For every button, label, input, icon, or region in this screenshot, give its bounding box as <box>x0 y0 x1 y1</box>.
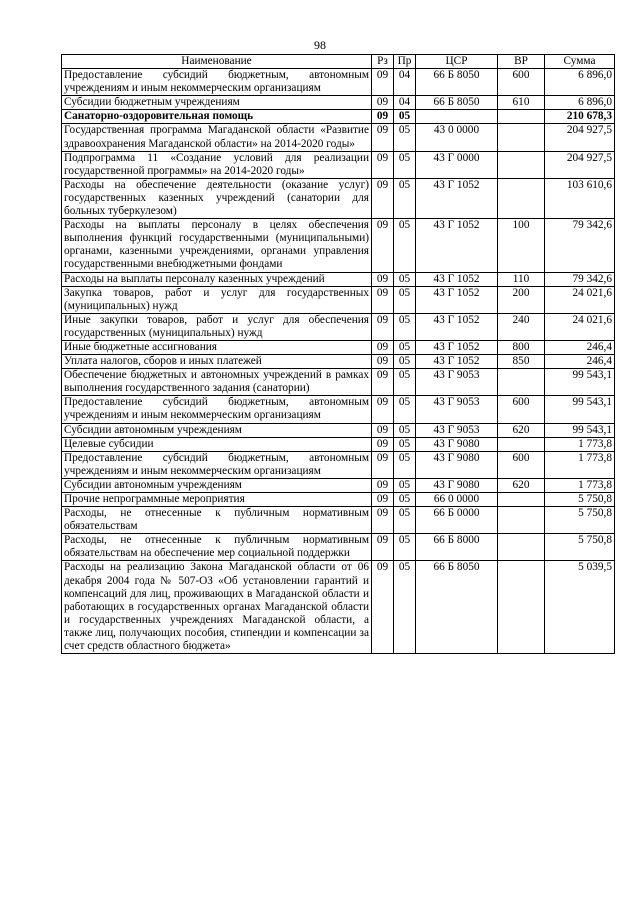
cell-vr: 850 <box>498 355 545 369</box>
cell-sum: 6 896,0 <box>545 96 615 110</box>
cell-sum: 5 039,5 <box>545 561 615 654</box>
header-csr: ЦСР <box>416 55 498 69</box>
table-row <box>62 507 615 534</box>
cell-rz: 09 <box>372 478 394 492</box>
table-row <box>62 355 615 369</box>
cell-sum: 24 021,6 <box>545 286 615 313</box>
cell-vr: 600 <box>498 396 545 423</box>
cell-vr <box>498 178 545 218</box>
cell-csr: 43 Г 1052 <box>416 178 498 218</box>
cell-pr: 05 <box>394 340 416 354</box>
cell-csr: 66 Б 8000 <box>416 534 498 561</box>
cell-pr: 05 <box>394 396 416 423</box>
cell-pr: 05 <box>394 437 416 451</box>
table-row <box>62 493 615 507</box>
cell-name: Субсидии автономным учреждениям <box>62 423 372 437</box>
cell-sum: 1 773,8 <box>545 437 615 451</box>
table-row <box>62 534 615 561</box>
header-rz: Рз <box>372 55 394 69</box>
cell-name: Подпрограмма 11 «Создание условий для реализации государственной программы» на 2014-2020 годы» <box>62 151 372 178</box>
cell-sum: 103 610,6 <box>545 178 615 218</box>
cell-vr: 620 <box>498 423 545 437</box>
cell-vr: 110 <box>498 272 545 286</box>
table-row <box>62 340 615 354</box>
cell-pr: 05 <box>394 561 416 654</box>
cell-rz: 09 <box>372 69 394 96</box>
cell-pr: 05 <box>394 493 416 507</box>
cell-pr: 05 <box>394 534 416 561</box>
cell-pr: 05 <box>394 423 416 437</box>
table-row <box>62 286 615 313</box>
cell-name: Государственная программа Магаданской области «Развитие здравоохранения Магаданской области» на 2014-2020 годы» <box>62 124 372 151</box>
cell-rz: 09 <box>372 313 394 340</box>
cell-name: Субсидии автономным учреждениям <box>62 478 372 492</box>
table-row <box>62 423 615 437</box>
cell-name: Расходы на реализацию Закона Магаданской области от 06 декабря 2004 года № 507-ОЗ «Об установлении гарантий и компенсаций для лиц, проживающих в Магаданской области и работающих в государственных органах Магаданской области и государственных учреждениях Магаданской области, а также лиц, получающих пособия, стипендии и компенсации за счет средств областного бюджета» <box>62 561 372 654</box>
cell-csr: 43 Г 9053 <box>416 396 498 423</box>
cell-vr: 240 <box>498 313 545 340</box>
cell-rz: 09 <box>372 219 394 272</box>
table-row <box>62 219 615 272</box>
table-row <box>62 451 615 478</box>
cell-csr: 43 Г 1052 <box>416 219 498 272</box>
cell-sum: 79 342,6 <box>545 272 615 286</box>
cell-pr: 05 <box>394 219 416 272</box>
cell-sum: 6 896,0 <box>545 69 615 96</box>
cell-csr: 43 Г 9080 <box>416 478 498 492</box>
cell-name: Целевые субсидии <box>62 437 372 451</box>
cell-name: Санаторно-оздоровительная помощь <box>62 110 372 124</box>
header-pr: Пр <box>394 55 416 69</box>
cell-sum: 1 773,8 <box>545 451 615 478</box>
table-row <box>62 396 615 423</box>
cell-pr: 05 <box>394 272 416 286</box>
cell-csr: 43 Г 9080 <box>416 437 498 451</box>
cell-csr: 66 Б 8050 <box>416 561 498 654</box>
cell-csr: 43 Г 9053 <box>416 369 498 396</box>
cell-pr: 05 <box>394 286 416 313</box>
table-header-row <box>62 55 615 69</box>
cell-sum: 79 342,6 <box>545 219 615 272</box>
cell-name: Закупка товаров, работ и услуг для государственных (муниципальных) нужд <box>62 286 372 313</box>
cell-rz: 09 <box>372 396 394 423</box>
table-row <box>62 561 615 654</box>
cell-name: Расходы на выплаты персоналу казенных учреждений <box>62 272 372 286</box>
cell-vr <box>498 507 545 534</box>
cell-sum: 204 927,5 <box>545 124 615 151</box>
cell-csr: 43 Г 1052 <box>416 286 498 313</box>
cell-vr <box>498 561 545 654</box>
table-row <box>62 69 615 96</box>
cell-pr: 05 <box>394 507 416 534</box>
cell-sum: 1 773,8 <box>545 478 615 492</box>
cell-pr: 05 <box>394 478 416 492</box>
cell-rz: 09 <box>372 110 394 124</box>
cell-vr: 800 <box>498 340 545 354</box>
table-row <box>62 110 615 124</box>
cell-pr: 05 <box>394 369 416 396</box>
cell-name: Расходы, не отнесенные к публичным нормативным обязательствам <box>62 507 372 534</box>
cell-name: Предоставление субсидий бюджетным, автономным учреждениям и иным некоммерческим организациям <box>62 451 372 478</box>
table-row <box>62 151 615 178</box>
cell-vr <box>498 110 545 124</box>
cell-rz: 09 <box>372 124 394 151</box>
cell-rz: 09 <box>372 423 394 437</box>
budget-table <box>61 54 615 654</box>
cell-vr <box>498 151 545 178</box>
cell-rz: 09 <box>372 561 394 654</box>
table-row <box>62 178 615 218</box>
cell-sum: 99 543,1 <box>545 423 615 437</box>
cell-vr: 200 <box>498 286 545 313</box>
cell-pr: 05 <box>394 124 416 151</box>
cell-sum: 5 750,8 <box>545 493 615 507</box>
cell-csr: 43 0 0000 <box>416 124 498 151</box>
cell-csr: 43 Г 1052 <box>416 355 498 369</box>
cell-rz: 09 <box>372 272 394 286</box>
cell-rz: 09 <box>372 355 394 369</box>
cell-csr: 66 Б 8050 <box>416 96 498 110</box>
cell-name: Прочие непрограммные мероприятия <box>62 493 372 507</box>
header-sum: Сумма <box>545 55 615 69</box>
cell-vr: 620 <box>498 478 545 492</box>
cell-sum: 99 543,1 <box>545 369 615 396</box>
cell-name: Уплата налогов, сборов и иных платежей <box>62 355 372 369</box>
cell-vr: 600 <box>498 69 545 96</box>
cell-pr: 05 <box>394 178 416 218</box>
cell-name: Иные бюджетные ассигнования <box>62 340 372 354</box>
cell-rz: 09 <box>372 507 394 534</box>
cell-pr: 05 <box>394 110 416 124</box>
cell-csr <box>416 110 498 124</box>
table-body <box>62 69 615 654</box>
cell-csr: 43 Г 9080 <box>416 451 498 478</box>
cell-rz: 09 <box>372 437 394 451</box>
cell-vr <box>498 493 545 507</box>
cell-vr <box>498 124 545 151</box>
cell-sum: 246,4 <box>545 355 615 369</box>
cell-csr: 66 0 0000 <box>416 493 498 507</box>
cell-name: Обеспечение бюджетных и автономных учреждений в рамках выполнения государственного задания (санатории) <box>62 369 372 396</box>
header-name: Наименование <box>62 55 372 69</box>
table-row <box>62 369 615 396</box>
header-vr: ВР <box>498 55 545 69</box>
cell-csr: 66 Б 0000 <box>416 507 498 534</box>
cell-vr <box>498 369 545 396</box>
cell-sum: 24 021,6 <box>545 313 615 340</box>
cell-name: Предоставление субсидий бюджетным, автономным учреждениям и иным некоммерческим организациям <box>62 69 372 96</box>
cell-name: Расходы на обеспечение деятельности (оказание услуг) государственных казенных учреждений (санатории для больных туберкулезом) <box>62 178 372 218</box>
cell-name: Иные закупки товаров, работ и услуг для обеспечения государственных (муниципальных) нужд <box>62 313 372 340</box>
page-number: 98 <box>314 38 326 52</box>
cell-sum: 99 543,1 <box>545 396 615 423</box>
cell-rz: 09 <box>372 451 394 478</box>
table-row <box>62 96 615 110</box>
cell-sum: 210 678,3 <box>545 110 615 124</box>
cell-rz: 09 <box>372 534 394 561</box>
cell-csr: 66 Б 8050 <box>416 69 498 96</box>
cell-vr: 600 <box>498 451 545 478</box>
cell-csr: 43 Г 1052 <box>416 313 498 340</box>
cell-pr: 04 <box>394 96 416 110</box>
cell-sum: 246,4 <box>545 340 615 354</box>
table-row <box>62 313 615 340</box>
table-row <box>62 437 615 451</box>
cell-pr: 04 <box>394 69 416 96</box>
cell-name: Расходы, не отнесенные к публичным нормативным обязательствам на обеспечение мер социальной поддержки <box>62 534 372 561</box>
cell-sum: 5 750,8 <box>545 507 615 534</box>
table-row <box>62 124 615 151</box>
cell-pr: 05 <box>394 355 416 369</box>
cell-vr: 100 <box>498 219 545 272</box>
cell-vr: 610 <box>498 96 545 110</box>
cell-rz: 09 <box>372 96 394 110</box>
cell-rz: 09 <box>372 286 394 313</box>
cell-rz: 09 <box>372 369 394 396</box>
cell-vr <box>498 534 545 561</box>
cell-sum: 5 750,8 <box>545 534 615 561</box>
cell-pr: 05 <box>394 151 416 178</box>
cell-rz: 09 <box>372 178 394 218</box>
cell-vr <box>498 437 545 451</box>
cell-name: Субсидии бюджетным учреждениям <box>62 96 372 110</box>
cell-name: Расходы на выплаты персоналу в целях обеспечения выполнения функций государственными (муниципальными) органами, казенными учреждениями, органами управления государственными внебюджетными фондами <box>62 219 372 272</box>
cell-sum: 204 927,5 <box>545 151 615 178</box>
cell-pr: 05 <box>394 313 416 340</box>
cell-csr: 43 Г 0000 <box>416 151 498 178</box>
table-row <box>62 272 615 286</box>
cell-csr: 43 Г 1052 <box>416 272 498 286</box>
table-row <box>62 478 615 492</box>
cell-rz: 09 <box>372 493 394 507</box>
cell-csr: 43 Г 1052 <box>416 340 498 354</box>
cell-rz: 09 <box>372 340 394 354</box>
cell-name: Предоставление субсидий бюджетным, автономным учреждениям и иным некоммерческим организациям <box>62 396 372 423</box>
cell-pr: 05 <box>394 451 416 478</box>
cell-rz: 09 <box>372 151 394 178</box>
cell-csr: 43 Г 9053 <box>416 423 498 437</box>
